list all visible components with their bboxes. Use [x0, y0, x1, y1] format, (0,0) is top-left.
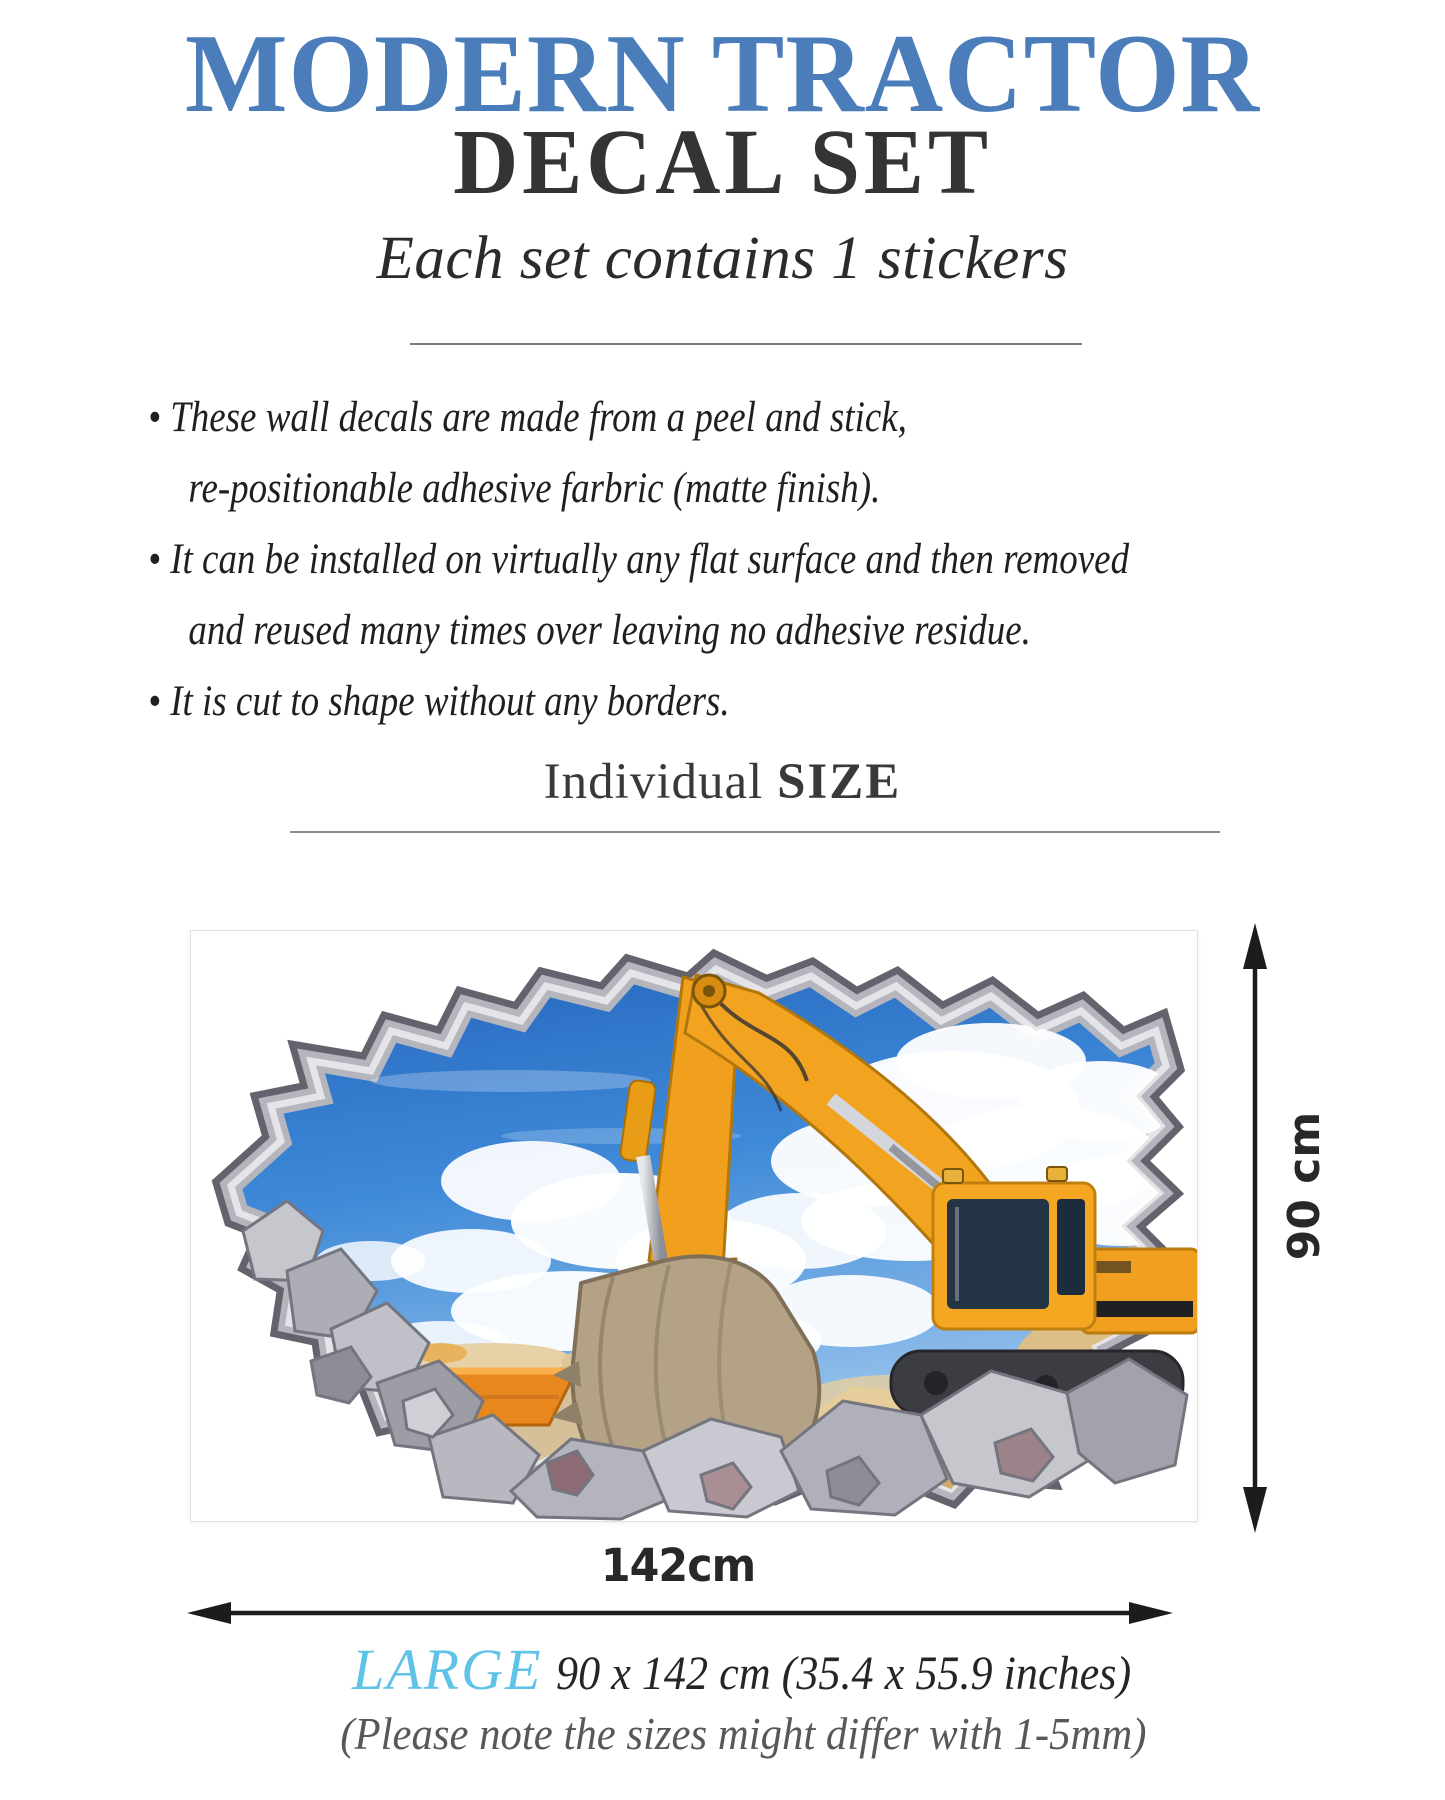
size-note: (Please note the sizes might differ with 1-5mm): [340, 1709, 1147, 1759]
feature-list: [148, 382, 1289, 737]
size-section-divider: [290, 831, 1220, 833]
page-subtitle: DECAL SET: [453, 111, 992, 214]
tagline-divider: [410, 343, 1082, 345]
width-arrow: [185, 1598, 1175, 1628]
tagline: Each set contains 1 stickers: [376, 225, 1069, 292]
height-dimension-label: 90 cm: [1279, 1111, 1330, 1261]
size-section-heading: [0, 752, 1445, 812]
size-dimensions: 90 x 142 cm (35.4 x 55.9 inches): [556, 1647, 1132, 1700]
height-arrow: [1233, 921, 1277, 1535]
feature-line: re-positionable adhesive farbric (matte finish).: [188, 465, 881, 512]
size-heading-bold: SIZE: [777, 754, 902, 810]
decal-photo: [190, 930, 1198, 1522]
feature-line: and reused many times over leaving no adhesive residue.: [188, 607, 1031, 654]
size-name-badge: LARGE: [352, 1637, 543, 1702]
feature-line: • It can be installed on virtually any flat surface and then removed: [148, 536, 1130, 583]
page-title: MODERN TRACTOR: [185, 12, 1260, 136]
width-dimension-label: 142cm: [600, 1539, 756, 1592]
feature-line: • It is cut to shape without any borders.: [148, 678, 730, 725]
size-heading-regular: Individual: [543, 754, 764, 810]
feature-line: • These wall decals are made from a peel and stick,: [148, 394, 907, 441]
excavator-decal-illustration: [191, 931, 1197, 1521]
